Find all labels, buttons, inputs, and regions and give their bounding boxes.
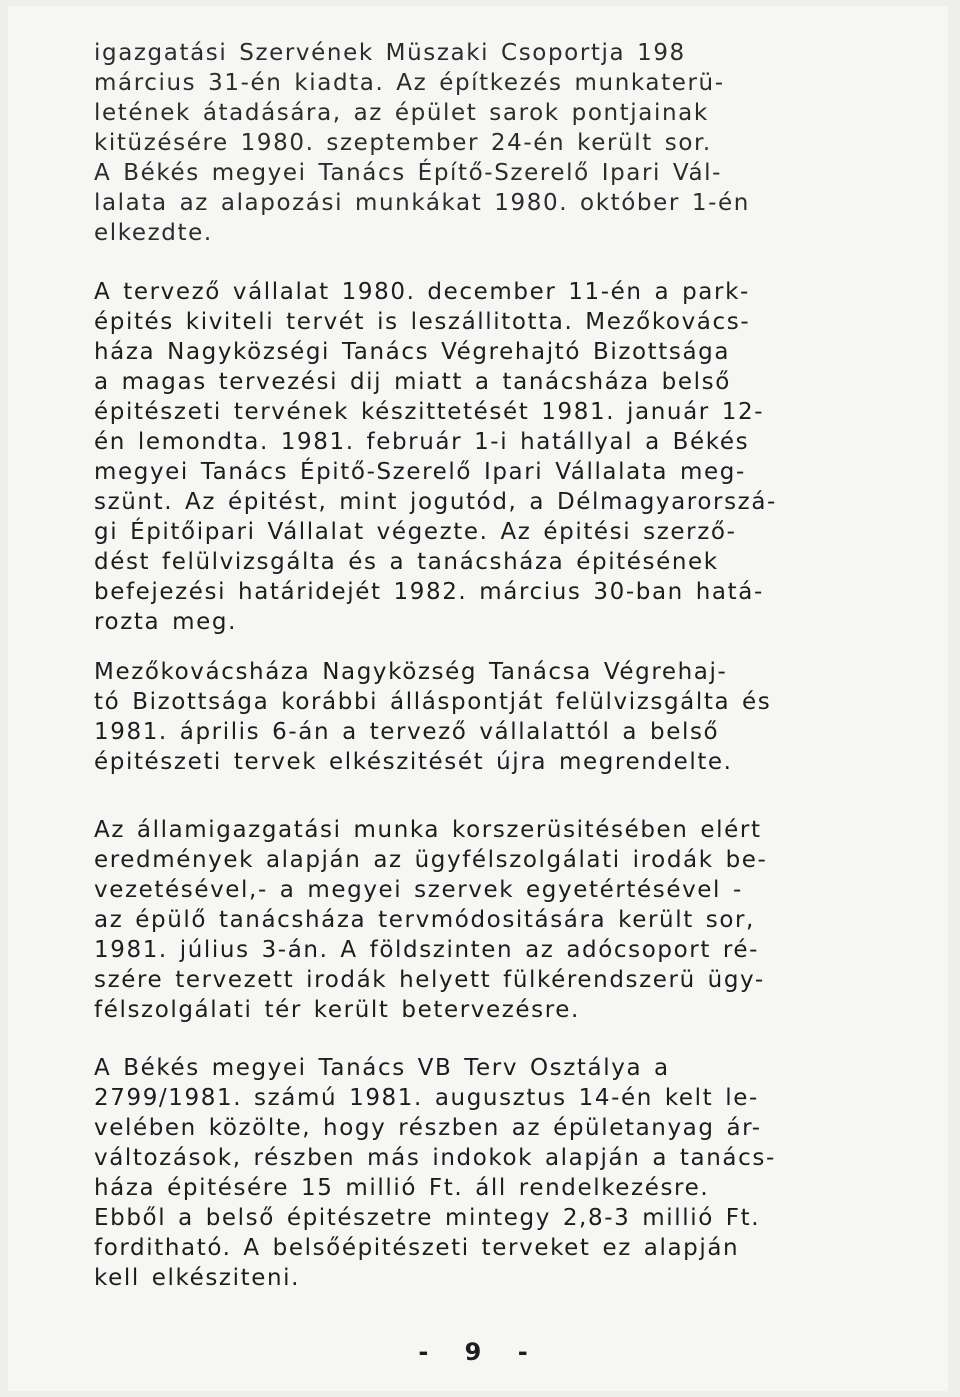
text-line: velében közölte, hogy részben az épületanyag ár-: [94, 1115, 762, 1141]
paragraph-1: [94, 38, 904, 248]
text-line: gi Épitőipari Vállalat végezte. Az épitési szerző-: [94, 519, 737, 545]
text-line: háza épitésére 15 millió Ft. áll rendelkezésre.: [94, 1175, 710, 1201]
text-line: én lemondta. 1981. február 1-i hatállyal a Békés: [94, 429, 750, 455]
paragraph-4: [94, 815, 904, 1025]
text-line: vezetésével,- a megyei szervek egyetértésével -: [94, 877, 743, 903]
text-line: 2799/1981. számú 1981. augusztus 14-én kelt le-: [94, 1085, 759, 1111]
text-line: épitészeti tervek elkészitését újra megrendelte.: [94, 749, 733, 775]
text-line: dést felülvizsgálta és a tanácsháza épitésének: [94, 549, 719, 575]
text-line: eredmények alapján az ügyfélszolgálati irodák be-: [94, 847, 768, 873]
text-line: A Békés megyei Tanács VB Terv Osztálya a: [94, 1055, 670, 1081]
text-line: lalata az alapozási munkákat 1980. október 1-én: [94, 190, 750, 216]
text-line: kell elkésziteni.: [94, 1265, 301, 1291]
text-line: félszolgálati tér került betervezésre.: [94, 997, 580, 1023]
page-number: - 9 -: [418, 1338, 542, 1366]
paragraph-3: [94, 657, 904, 777]
text-line: március 31-én kiadta. Az építkezés munkaterü-: [94, 70, 725, 96]
text-line: háza Nagyközségi Tanács Végrehajtó Bizottsága: [94, 339, 731, 365]
paragraph-5: [94, 1053, 904, 1293]
text-line: épitészeti tervének készittetését 1981. január 12-: [94, 399, 765, 425]
text-line: megyei Tanács Épitő-Szerelő Ipari Vállalata meg-: [94, 459, 746, 485]
text-line: A Békés megyei Tanács Építő-Szerelő Ipari Vál-: [94, 160, 723, 186]
text-line: Mezőkovácsháza Nagyközség Tanácsa Végrehaj-: [94, 659, 728, 685]
text-line: forditható. A belsőépitészeti terveket ez alapján: [94, 1235, 740, 1261]
text-line: a magas tervezési dij miatt a tanácsháza belső: [94, 369, 731, 395]
text-line: letének átadására, az épület sarok pontjainak: [94, 100, 709, 126]
text-line: befejezési határidejét 1982. március 30-ban hatá-: [94, 579, 764, 605]
text-line: rozta meg.: [94, 609, 237, 635]
text-line: A tervező vállalat 1980. december 11-én a park-: [94, 279, 750, 305]
text-line: igazgatási Szervének Müszaki Csoportja 198: [94, 40, 686, 66]
text-line: 1981. július 3-án. A földszinten az adócsoport ré-: [94, 937, 760, 963]
text-line: szére tervezett irodák helyett fülkérendszerü ügy-: [94, 967, 765, 993]
text-line: az épülő tanácsháza tervmódositására került sor,: [94, 907, 755, 933]
text-line: 1981. április 6-án a tervező vállalattól a belső: [94, 719, 720, 745]
text-line: épités kiviteli tervét is leszállitotta. Mezőkovács-: [94, 309, 751, 335]
text-line: Ebből a belső épitészetre mintegy 2,8-3 millió Ft.: [94, 1205, 761, 1231]
text-line: Az államigazgatási munka korszerüsitésében elért: [94, 817, 762, 843]
paragraph-2: [94, 277, 904, 637]
text-line: változások, részben más indokok alapján a tanács-: [94, 1145, 776, 1171]
text-line: kitüzésére 1980. szeptember 24-én került sor.: [94, 130, 712, 156]
text-line: elkezdte.: [94, 220, 213, 246]
text-line: szünt. Az épitést, mint jogutód, a Délmagyarorszá-: [94, 489, 777, 515]
text-line: tó Bizottsága korábbi álláspontját felülvizsgálta és: [94, 689, 772, 715]
